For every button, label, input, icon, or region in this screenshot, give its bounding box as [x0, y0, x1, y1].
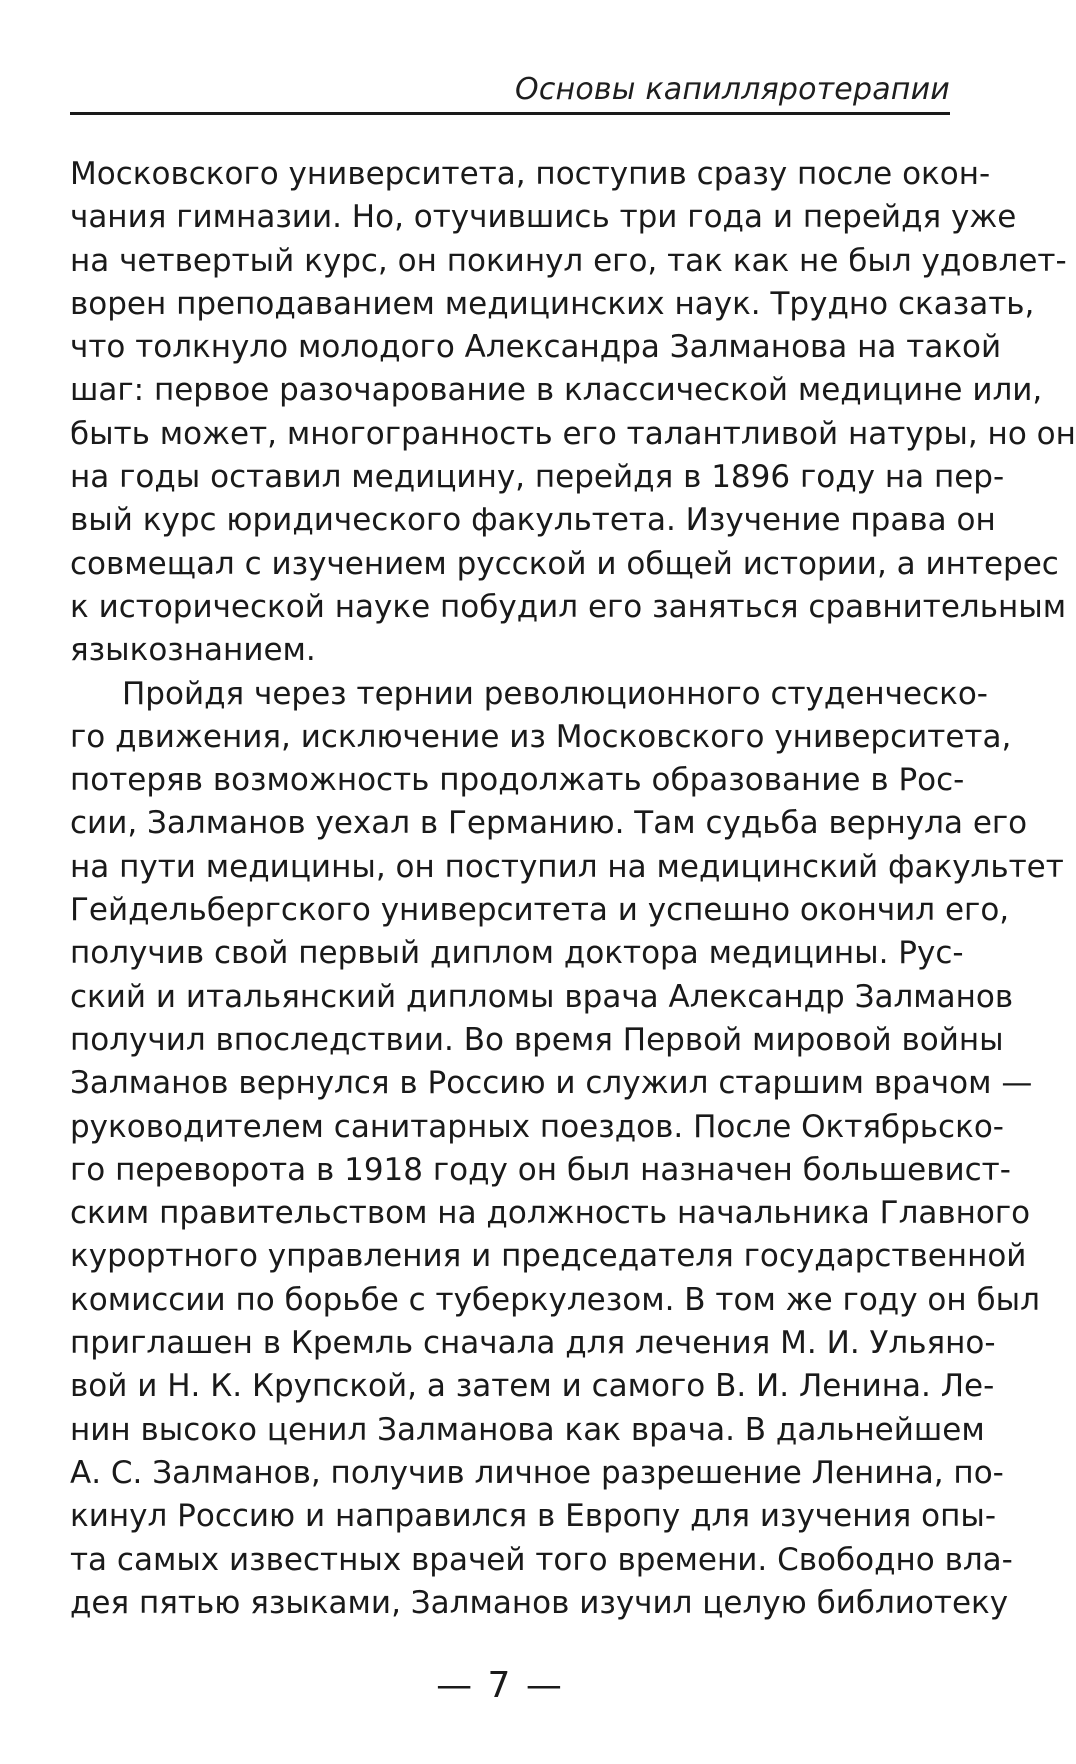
text-line: что толкнуло молодого Александра Залманова на такой — [70, 329, 1002, 366]
running-header-title: Основы капилляротерапии — [515, 72, 950, 107]
paragraph-2 — [70, 673, 1064, 1626]
text-line: кинул Россию и направился в Европу для изучения опы- — [70, 1498, 997, 1535]
running-header — [70, 72, 950, 112]
text-line: ский и итальянский дипломы врача Александр Залманов — [70, 978, 1014, 1015]
text-line: сии, Залманов уехал в Германию. Там судьба вернула его — [70, 805, 1028, 842]
text-line: Гейдельбергского университета и успешно окончил его, — [70, 892, 1010, 929]
text-line: ворен преподаванием медицинских наук. Трудно сказать, — [70, 285, 1035, 322]
text-line: комиссии по борьбе с туберкулезом. В том же году он был — [70, 1281, 1040, 1318]
text-line: приглашен в Кремль сначала для лечения М. И. Ульяно- — [70, 1325, 996, 1362]
text-line: на годы оставил медицину, перейдя в 1896 году на пер- — [70, 459, 1005, 496]
body-text — [70, 153, 1076, 1625]
text-line: на четвертый курс, он покинул его, так как не был удовлет- — [70, 242, 1067, 279]
header-rule — [70, 112, 950, 115]
text-line: Московского университета, поступив сразу после окон- — [70, 156, 991, 192]
text-line: го движения, исключение из Московского университета, — [70, 718, 1012, 755]
text-line: к исторической науке побудил его заняться сравнительным — [70, 588, 1067, 625]
text-line: вый курс юридического факультета. Изучение права он — [70, 502, 996, 539]
text-line: руководителем санитарных поездов. После Октябрьско- — [70, 1108, 1004, 1145]
text-line: на пути медицины, он поступил на медицинский факультет — [70, 848, 1064, 885]
text-line: Пройдя через тернии революционного студенческо- — [122, 675, 988, 712]
text-line: ским правительством на должность начальника Главного — [70, 1195, 1031, 1232]
text-line: шаг: первое разочарование в классической медицине или, — [70, 372, 1043, 409]
text-line: А. С. Залманов, получив личное разрешение Ленина, по- — [70, 1454, 1004, 1491]
text-line: та самых известных врачей того времени. Свободно вла- — [70, 1541, 1013, 1578]
text-line: нин высоко ценил Залманова как врача. В дальнейшем — [70, 1411, 985, 1448]
text-line: го переворота в 1918 году он был назначен большевист- — [70, 1151, 1011, 1188]
text-line: вой и Н. К. Крупской, а затем и самого В. И. Ленина. Ле- — [70, 1368, 995, 1405]
text-line: быть может, многогранность его талантливой натуры, но он — [70, 415, 1076, 452]
text-line: языкознанием. — [70, 632, 316, 669]
text-line: получил впоследствии. Во время Первой мировой войны — [70, 1021, 1004, 1058]
page-number: — 7 — — [436, 1665, 564, 1706]
text-line: получив свой первый диплом доктора медицины. Рус- — [70, 935, 964, 972]
text-line: курортного управления и председателя государственной — [70, 1238, 1027, 1275]
text-line: Залманов вернулся в Россию и служил старшим врачом — — [70, 1065, 1033, 1102]
text-line: потеряв возможность продолжать образование в Рос- — [70, 762, 965, 799]
text-line: дея пятью языками, Залманов изучил целую библиотеку — [70, 1584, 1009, 1621]
text-line: совмещал с изучением русской и общей истории, а интерес — [70, 545, 1059, 582]
paragraph-1 — [70, 153, 1076, 673]
text-line: чания гимназии. Но, отучившись три года и перейдя уже — [70, 199, 1017, 236]
